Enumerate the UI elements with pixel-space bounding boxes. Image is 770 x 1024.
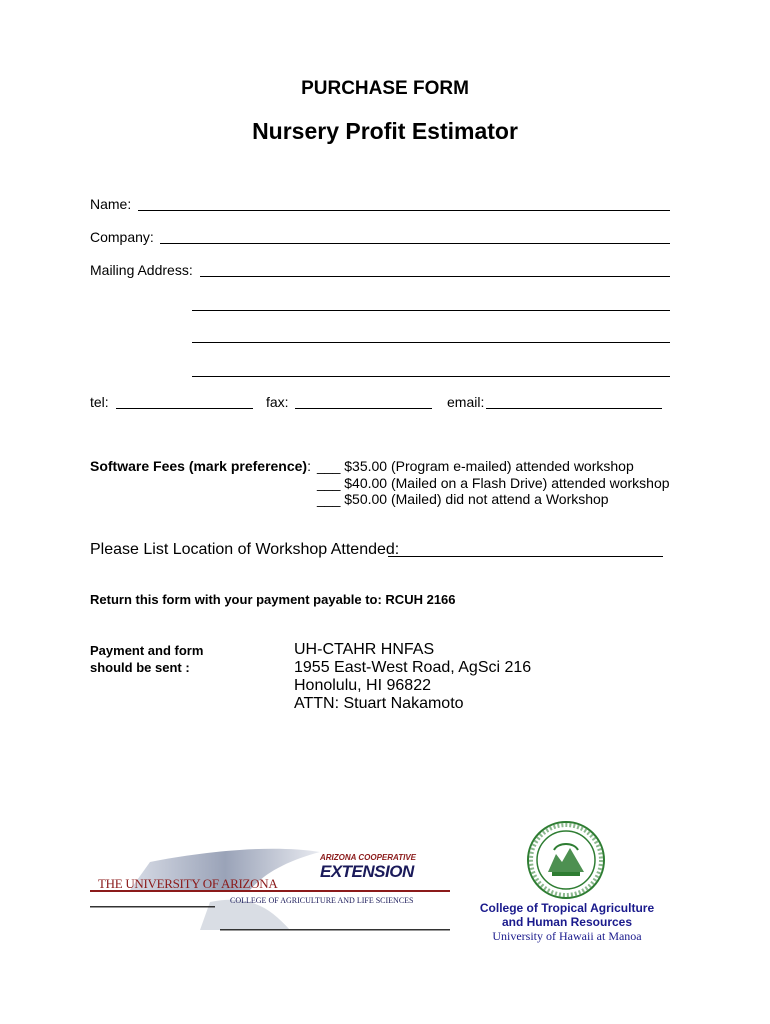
arizona-university-text: THE UNIVERSITY OF ARIZONA (98, 876, 278, 891)
arizona-rule-left (90, 906, 215, 908)
hawaii-university-line: University of Hawaii at Manoa (492, 929, 642, 943)
tel-label: tel: (90, 394, 109, 410)
fax-field[interactable] (295, 408, 432, 409)
payment-send-label-1: Payment and form (90, 643, 204, 658)
company-field[interactable] (160, 243, 670, 244)
fee-option-2-checkbox[interactable]: ___ (317, 475, 341, 491)
workshop-location-field[interactable] (388, 556, 663, 557)
address-line-3: Honolulu, HI 96822 (294, 677, 431, 694)
workshop-location-label: Please List Location of Workshop Attended: (90, 541, 400, 558)
tel-field[interactable] (116, 408, 253, 409)
mailing-address-field-1[interactable] (200, 276, 670, 277)
address-line-1: UH-CTAHR HNFAS (294, 641, 435, 658)
software-fees-label: Software Fees (mark preference): (90, 458, 311, 474)
hawaii-seal-icon (526, 820, 606, 900)
mailing-address-field-4[interactable] (192, 376, 670, 377)
fee-option-1-checkbox[interactable]: ___ (317, 458, 341, 474)
email-field[interactable] (486, 408, 662, 409)
product-title: Nursery Profit Estimator (252, 118, 518, 144)
name-label: Name: (90, 196, 132, 212)
extension-top-text: ARIZONA COOPERATIVE (320, 853, 417, 862)
company-label: Company: (90, 229, 154, 245)
mailing-address-field-2[interactable] (192, 310, 670, 311)
arizona-rule-bottom (220, 929, 450, 931)
form-type-title: PURCHASE FORM (301, 78, 469, 99)
payment-send-label-2: should be sent : (90, 660, 190, 675)
mailing-address-field-3[interactable] (192, 342, 670, 343)
fee-option-2[interactable]: ___ $40.00 (Mailed on a Flash Drive) attended workshop (317, 475, 670, 491)
fee-option-1[interactable]: ___ $35.00 (Program e-mailed) attended workshop (317, 458, 634, 474)
arizona-college-text: COLLEGE OF AGRICULTURE AND LIFE SCIENCES (230, 896, 414, 905)
fax-label: fax: (266, 394, 289, 410)
hawaii-college-line-2: and Human Resources (501, 915, 633, 929)
address-line-2: 1955 East-West Road, AgSci 216 (294, 659, 532, 676)
arizona-extension-logo (90, 842, 450, 934)
extension-text: EXTENSION (320, 862, 414, 881)
fee-option-3-checkbox[interactable]: ___ (317, 491, 341, 507)
hawaii-college-line-1: College of Tropical Agriculture (479, 901, 655, 915)
email-label: email: (447, 394, 485, 410)
address-line-4: ATTN: Stuart Nakamoto (294, 695, 464, 712)
mailing-address-label: Mailing Address: (90, 262, 193, 278)
hawaii-college-caption (472, 901, 662, 944)
return-note: Return this form with your payment payable to: RCUH 2166 (90, 592, 456, 607)
fee-option-3[interactable]: ___ $50.00 (Mailed) did not attend a Workshop (317, 491, 609, 507)
mailing-address-block (294, 641, 531, 713)
name-field[interactable] (138, 210, 670, 211)
